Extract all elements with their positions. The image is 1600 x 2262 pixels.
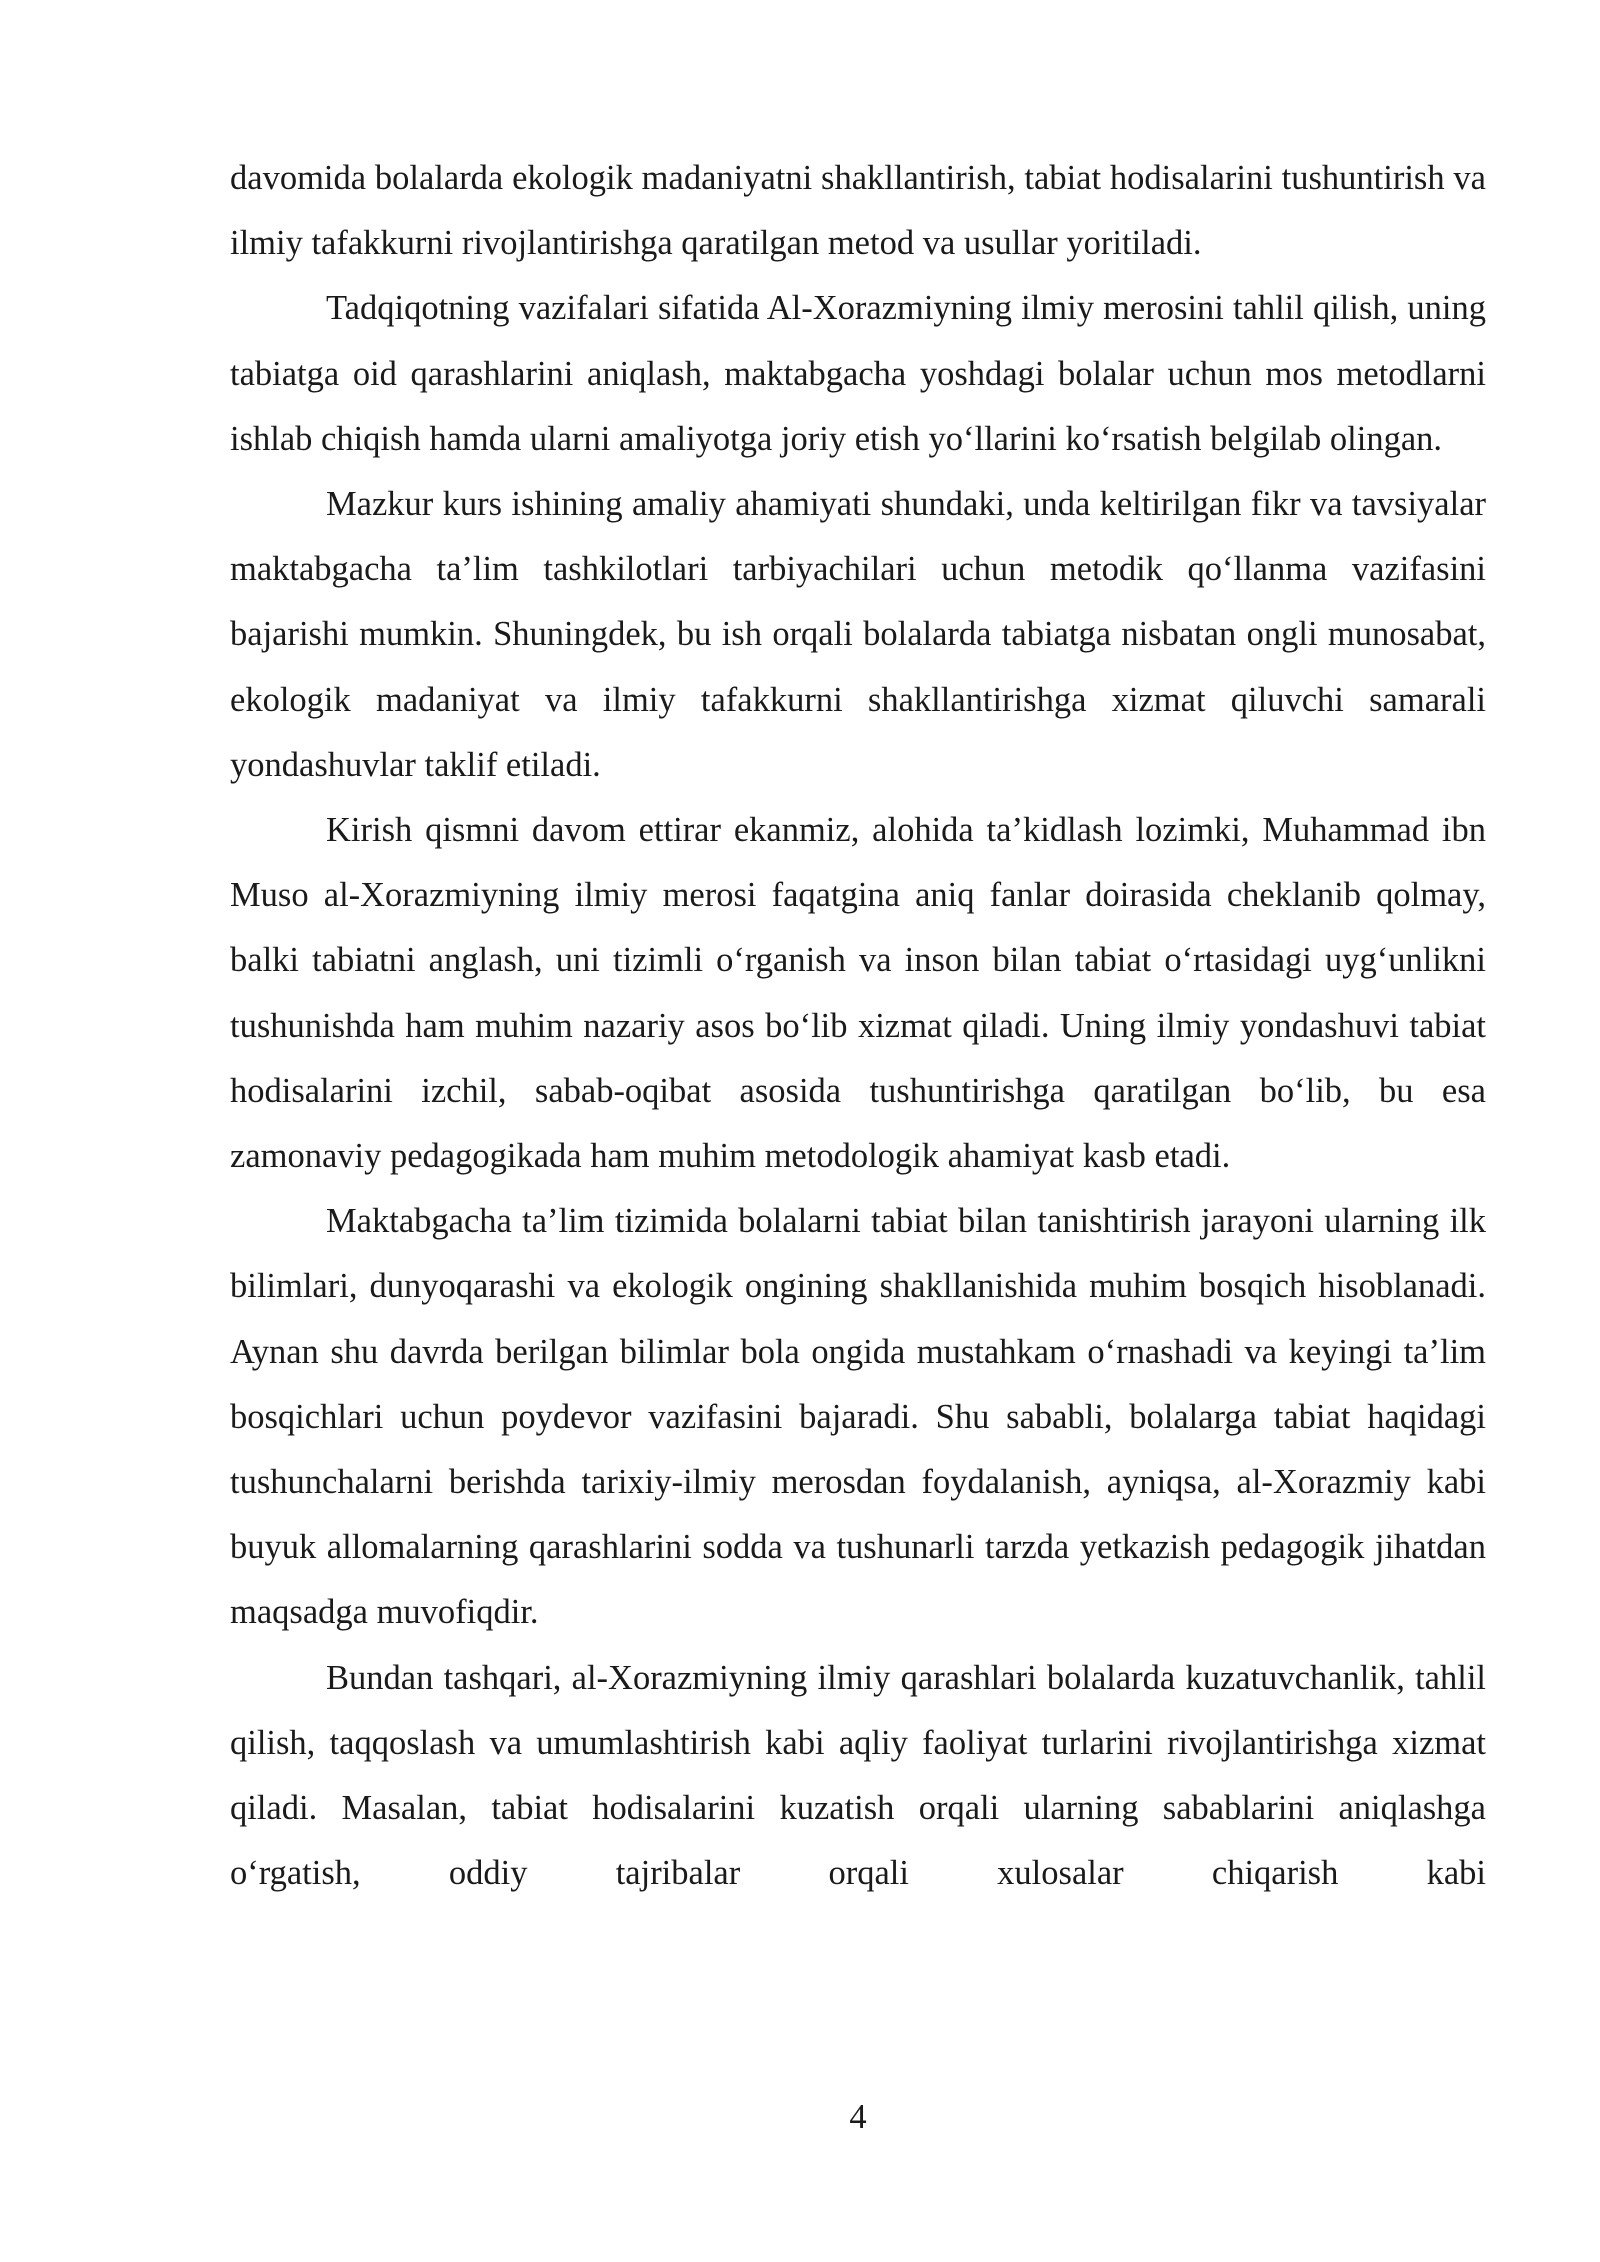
paragraph-4: Kirish qismni davom ettirar ekanmiz, alohida ta’kidlash lozimki, Muhammad ibn Muso al-Xorazmiyning ilmiy merosi faqatgina aniq fanlar doirasida cheklanib qolmay, balki tabiatni anglash, uni tizimli o‘rganish va inson bilan tabiat o‘rtasidagi uyg‘unlikni tushunishda ham muhim nazariy asos bo‘lib xizmat qiladi. Uning ilmiy yondashuvi tabiat hodisalarini izchil, sabab-oqibat asosida tushuntirishga qaratilgan bo‘lib, bu esa zamonaviy pedagogikada ham muhim metodologik ahamiyat kasb etadi. [230,811,1486,1176]
body-text [230,146,1486,1906]
paragraph-3: Mazkur kurs ishining amaliy ahamiyati shundaki, unda keltirilgan fikr va tavsiyalar maktabgacha ta’lim tashkilotlari tarbiyachilari uchun metodik qo‘llanma vazifasini bajarishi mumkin. Shuningdek, bu ish orqali bolalarda tabiatga nisbatan ongli munosabat, ekologik madaniyat va ilmiy tafakkurni shakllantirishga xizmat qiluvchi samarali yondashuvlar taklif etiladi. [230,485,1486,784]
page-number: 4 [849,2098,867,2136]
paragraph-5: Maktabgacha ta’lim tizimida bolalarni tabiat bilan tanishtirish jarayoni ularning ilk bilimlari, dunyoqarashi va ekologik ongining shakllanishida muhim bosqich hisoblanadi. Aynan shu davrda berilgan bilimlar bola ongida mustahkam o‘rnashadi va keyingi ta’lim bosqichlari uchun poydevor vazifasini bajaradi. Shu sababli, bolalarga tabiat haqidagi tushunchalarni berishda tarixiy-ilmiy merosdan foydalanish, ayniqsa, al-Xorazmiy kabi buyuk allomalarning qarashlarini sodda va tushunarli tarzda yetkazish pedagogik jihatdan maqsadga muvofiqdir. [230,1202,1486,1632]
paragraph-6: Bundan tashqari, al-Xorazmiyning ilmiy qarashlari bolalarda kuzatuvchanlik, tahlil qilish, taqqoslash va umumlashtirish kabi aqliy faoliyat turlarini rivojlantirishga xizmat qiladi. Masalan, tabiat hodisalarini kuzatish orqali ularning sabablarini aniqlashga o‘rgatish, oddiy tajribalar orqali xulosalar chiqarish kabi [230,1658,1486,1893]
paragraph-2: Tadqiqotning vazifalari sifatida Al-Xorazmiyning ilmiy merosini tahlil qilish, uning tabiatga oid qarashlarini aniqlash, maktabgacha yoshdagi bolalar uchun mos metodlarni ishlab chiqish hamda ularni amaliyotga joriy etish yo‘llarini ko‘rsatish belgilab olingan. [230,289,1486,458]
paragraph-1: davomida bolalarda ekologik madaniyatni shakllantirish, tabiat hodisalarini tushuntirish va ilmiy tafakkurni rivojlantirishga qaratilgan metod va usullar yoritiladi. [230,159,1486,263]
